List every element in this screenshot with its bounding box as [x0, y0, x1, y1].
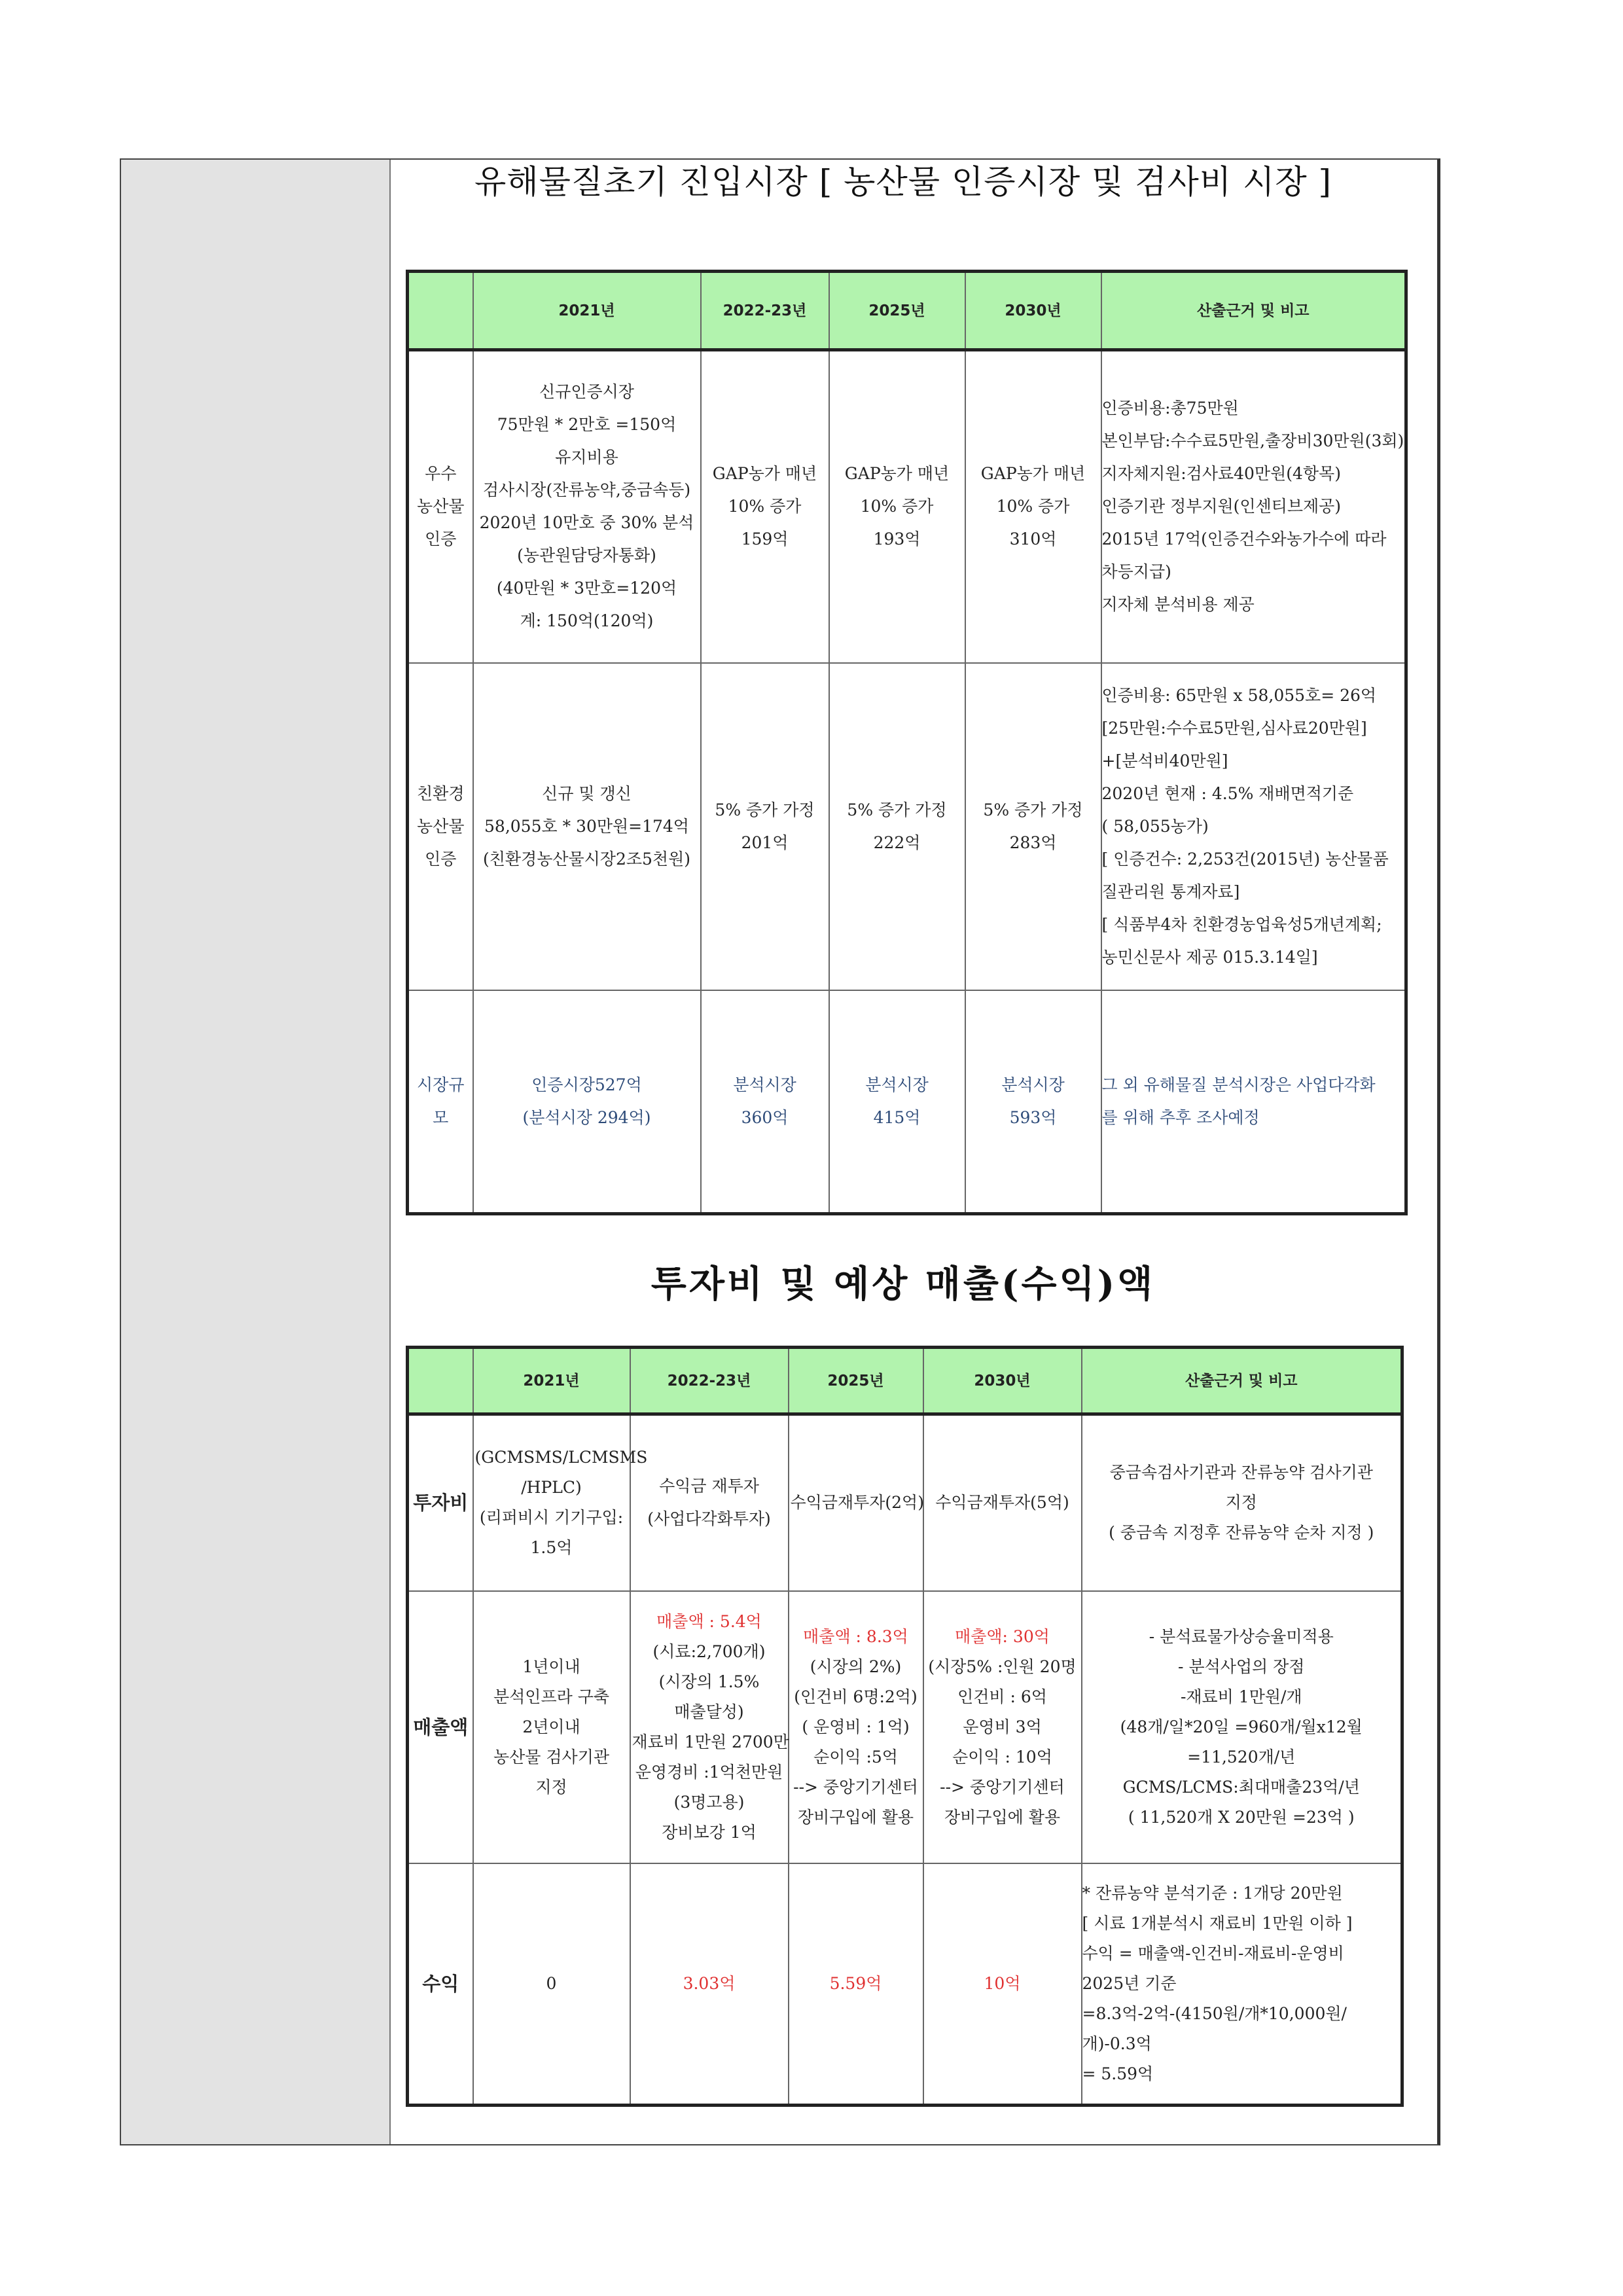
cell-2025: GAP농가 매년 10% 증가 193억 — [829, 350, 965, 663]
investment-title: 투자비 및 예상 매출(수익)액 — [651, 1263, 1156, 1306]
cell-2030: GAP농가 매년 10% 증가 310억 — [965, 350, 1101, 663]
cell-2022-23: 분석시장 360억 — [701, 990, 829, 1214]
cell-2030: 5% 증가 가정 283억 — [965, 663, 1101, 990]
header-cell — [408, 272, 473, 350]
table-row — [408, 1863, 1402, 2106]
cell-note: 그 외 유해물질 분석시장은 사업다각화 를 위해 추후 조사예정 — [1101, 990, 1406, 1214]
header-cell: 2025년 — [789, 1348, 923, 1414]
cell-note: * 잔류농약 분석기준 : 1개당 20만원 [ 시료 1개분석시 재료비 1만원 이하 ] 수익 = 매출액-인건비-재료비-운영비 2025년 기준 =8.3억-2억-(4150원/개*10,000원/ 개)-0.3억 = 5.59억 — [1082, 1863, 1402, 2106]
row-label: 매출액 — [408, 1591, 473, 1863]
cell-2030: 10억 — [923, 1863, 1082, 2106]
header-cell — [408, 1348, 473, 1414]
header-cell: 2021년 — [473, 1348, 630, 1414]
cell-2022-23: 3.03억 — [630, 1863, 789, 2106]
cell-2021: (GCMSMS/LCMSMS /HPLC) (리퍼비시 기기구입: 1.5억 — [473, 1414, 630, 1591]
cell-2022-23: 수익금 재투자 (사업다각화투자) — [630, 1414, 789, 1591]
market-title: 유해물질초기 진입시장 [ 농산물 인증시장 및 검사비 시장 ] — [474, 163, 1332, 201]
header-cell: 2021년 — [473, 272, 701, 350]
cell-2021: 0 — [473, 1863, 630, 2106]
cell-2021: 1년이내 분석인프라 구축 2년이내 농산물 검사기관 지정 — [473, 1591, 630, 1863]
header-cell: 2022-23년 — [630, 1348, 789, 1414]
cell-2025: 5.59억 — [789, 1863, 923, 2106]
cell-2025: 분석시장 415억 — [829, 990, 965, 1214]
table-row — [408, 350, 1406, 663]
cell-2022-23: GAP농가 매년 10% 증가 159억 — [701, 350, 829, 663]
header-cell: 2030년 — [965, 272, 1101, 350]
cell-2025: 매출액 : 8.3억 (시장의 2%) (인건비 6명:2억) ( 운영비 : 1억) 순이익 :5억 --> 중앙기기센터 장비구입에 활용 — [789, 1591, 923, 1863]
row-label: 수익 — [408, 1863, 473, 2106]
cell-2030: 분석시장 593억 — [965, 990, 1101, 1214]
row-label: 우수 농산물 인증 — [408, 350, 473, 663]
cell-note: - 분석료물가상승율미적용 - 분석사업의 장점 -재료비 1만원/개 (48개/일*20일 =960개/월x12월 =11,520개/년 GCMS/LCMS:최대매출23억/년 ( 11,520개 X 20만원 =23억 ) — [1082, 1591, 1402, 1863]
table-row — [408, 1414, 1402, 1591]
header-cell: 산출근거 및 비고 — [1101, 272, 1406, 350]
header-cell: 2030년 — [923, 1348, 1082, 1414]
table-row — [408, 990, 1406, 1214]
cell-2030: 매출액: 30억 (시장5% :인원 20명 인건비 : 6억 운영비 3억 순이익 : 10억 --> 중앙기기센터 장비구입에 활용 — [923, 1591, 1082, 1863]
certification-market-table — [406, 270, 1408, 1215]
row-label: 친환경 농산물 인증 — [408, 663, 473, 990]
left-sidebar-panel — [121, 160, 391, 2144]
row-label: 투자비 — [408, 1414, 473, 1591]
cell-2030: 수익금재투자(5억) — [923, 1414, 1082, 1591]
cell-note: 중금속검사기관과 잔류농약 검사기관 지정 ( 중금속 지정후 잔류농약 순차 지정 ) — [1082, 1414, 1402, 1591]
cell-2022-23: 매출액 : 5.4억 (시료:2,700개) (시장의 1.5% 매출달성) 재료비 1만원 2700만 운영경비 :1억천만원 (3명고용) 장비보강 1억 — [630, 1591, 789, 1863]
row-label: 시장규모 — [408, 990, 473, 1214]
cell-2021: 신규인증시장 75만원 * 2만호 =150억 유지비용 검사시장(잔류농약,중금속등) 2020년 10만호 중 30% 분석 (농관원담당자통화) (40만원 * 3만호=120억 계: 150억(120억) — [473, 350, 701, 663]
header-cell: 2022-23년 — [701, 272, 829, 350]
cell-2025: 수익금재투자(2억) — [789, 1414, 923, 1591]
table-row — [408, 663, 1406, 990]
table-row — [408, 1591, 1402, 1863]
cell-2025: 5% 증가 가정 222억 — [829, 663, 965, 990]
cell-2021: 신규 및 갱신 58,055호 * 30만원=174억 (친환경농산물시장2조5천원) — [473, 663, 701, 990]
cell-note: 인증비용: 65만원 x 58,055호= 26억 [25만원:수수료5만원,심사료20만원] +[분석비40만원] 2020년 현재 : 4.5% 재배면적기준 ( 58,055농가) [ 인증건수: 2,253건(2015년) 농산물품 질관리원 통계자료] [ 식품부4차 친환경농업육성5개년계획; 농민신문사 제공 015.3.14일] — [1101, 663, 1406, 990]
header-cell: 2025년 — [829, 272, 965, 350]
investment-revenue-table — [406, 1346, 1404, 2107]
header-cell: 산출근거 및 비고 — [1082, 1348, 1402, 1414]
table-header-row — [408, 1348, 1402, 1414]
table-header-row — [408, 272, 1406, 350]
cell-2021: 인증시장527억 (분석시장 294억) — [473, 990, 701, 1214]
cell-2022-23: 5% 증가 가정 201억 — [701, 663, 829, 990]
cell-note: 인증비용:총75만원 본인부담:수수료5만원,출장비30만원(3회) 지자체지원:검사료40만원(4항목) 인증기관 정부지원(인센티브제공) 2015년 17억(인증건수와농가수에 따라 차등지급) 지자체 분석비용 제공 — [1101, 350, 1406, 663]
